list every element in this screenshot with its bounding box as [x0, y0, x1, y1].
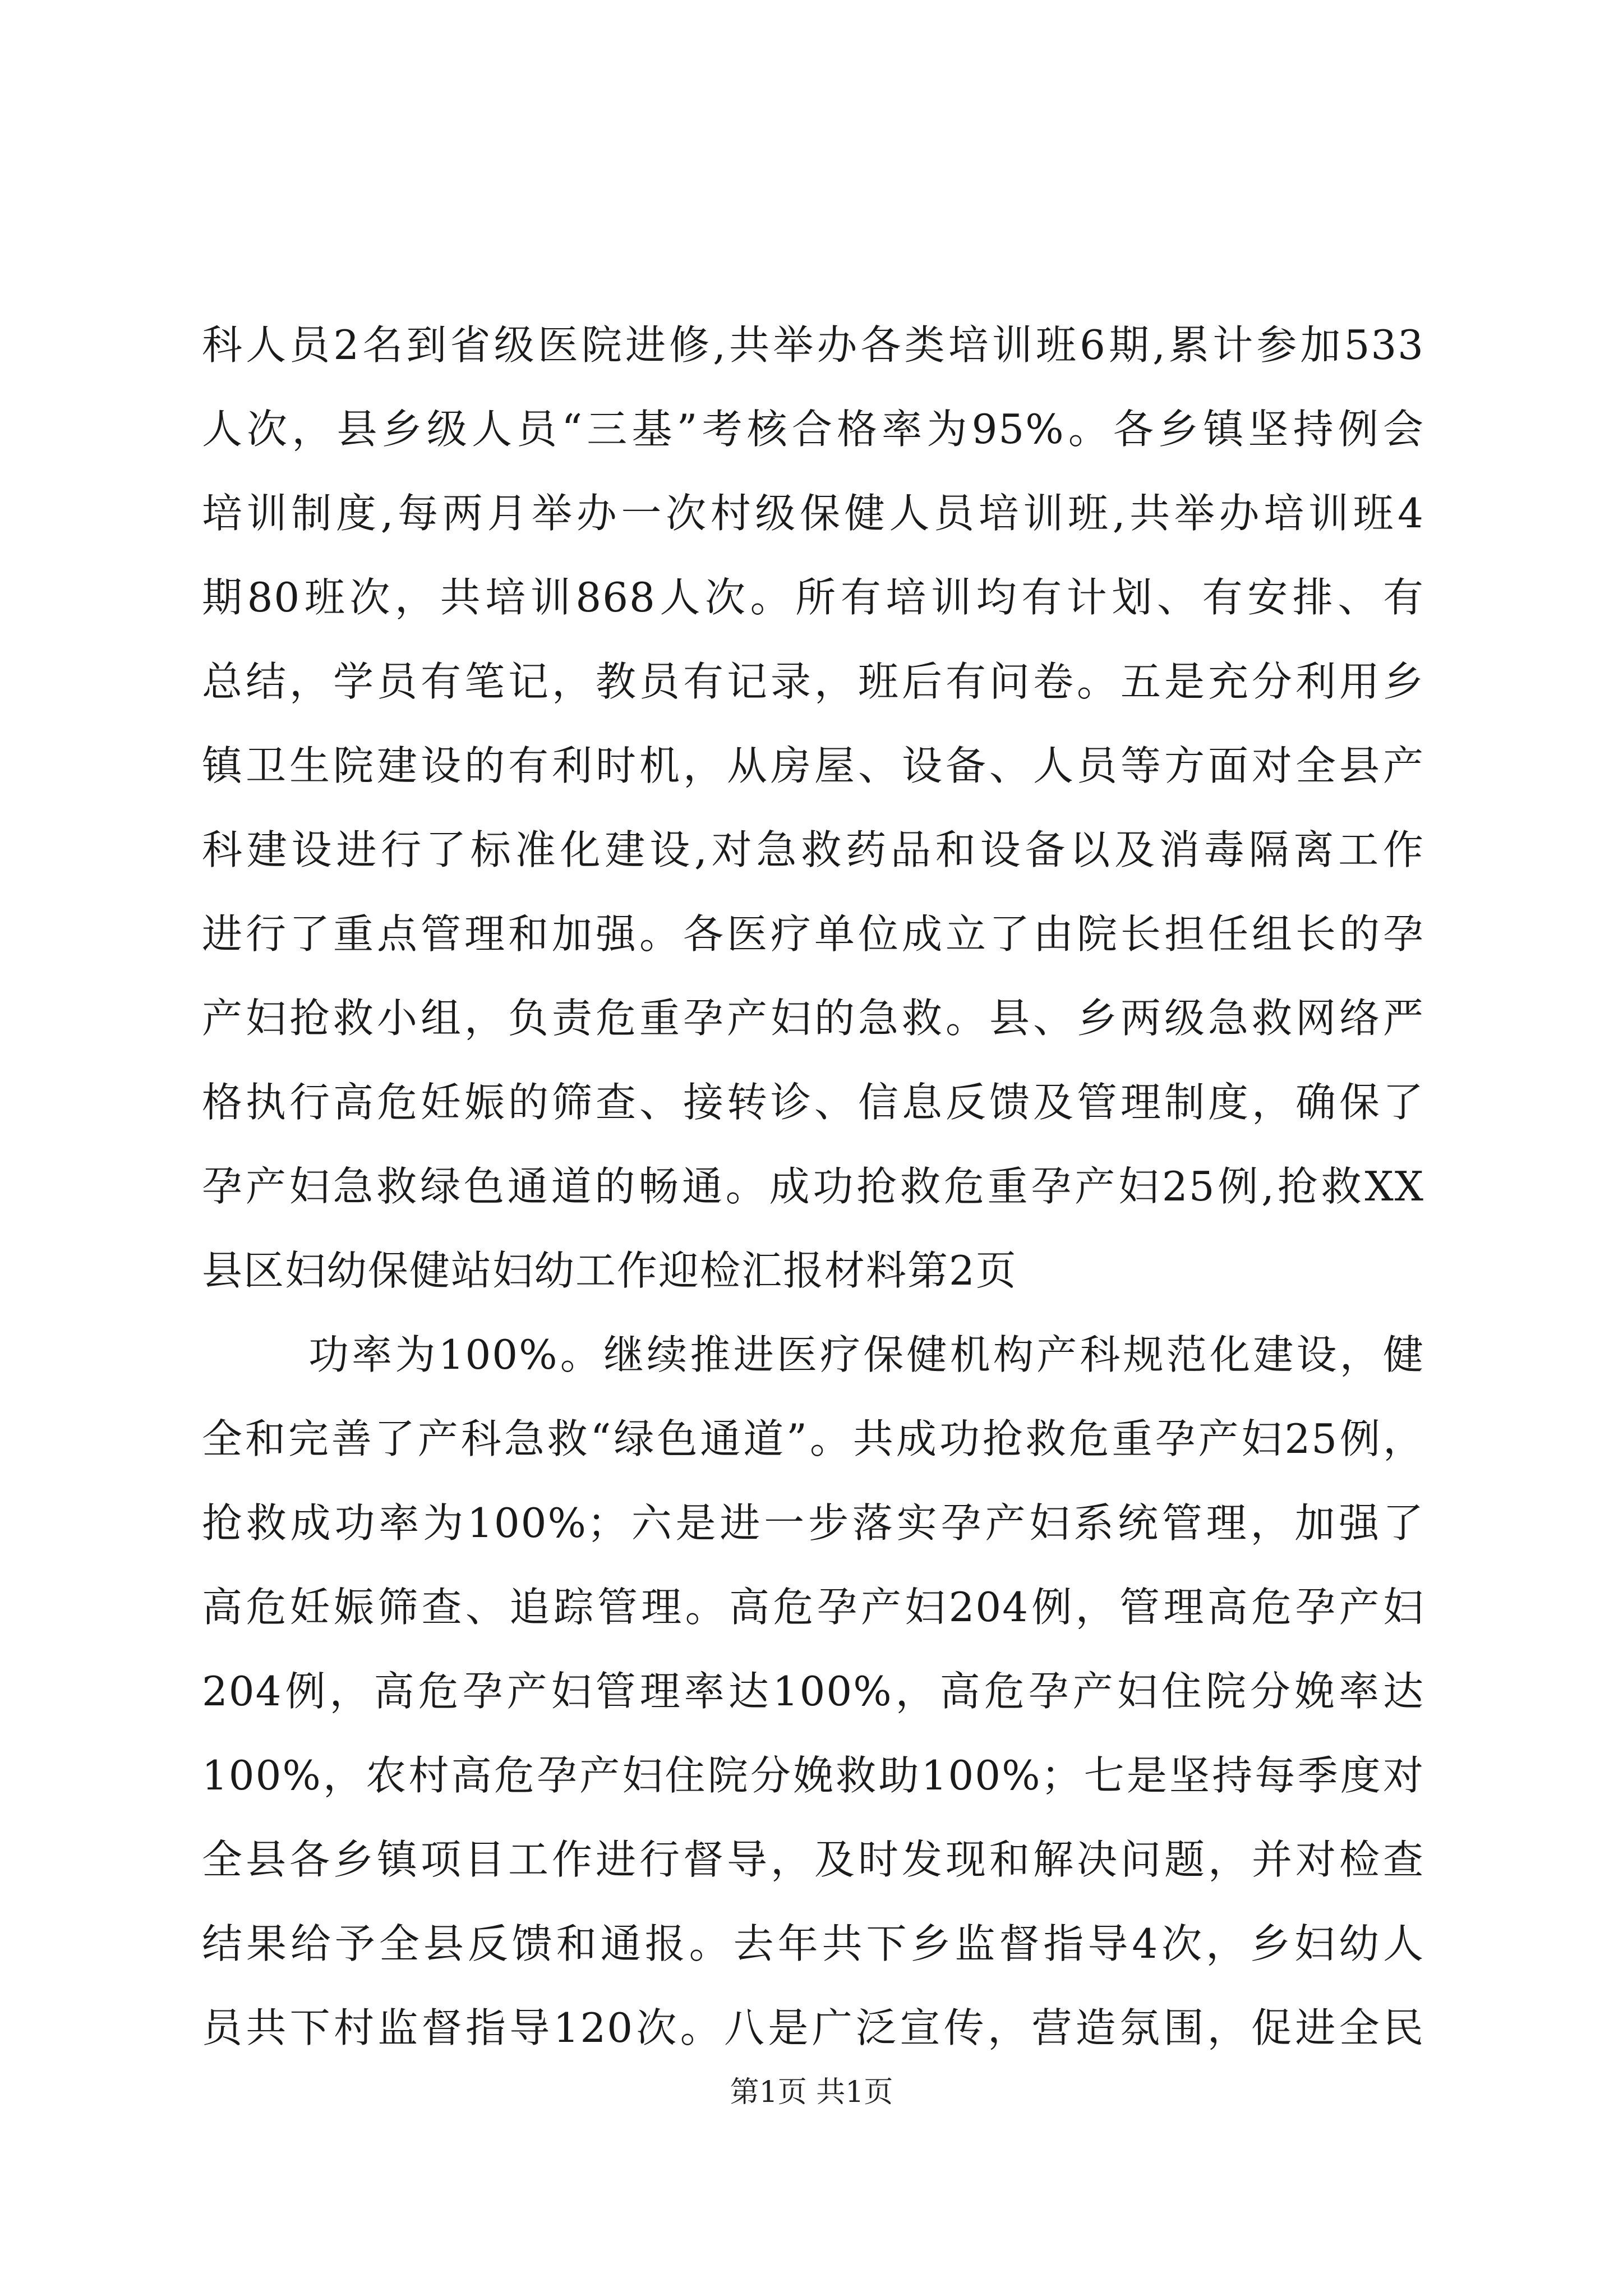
paragraph-line: 格执行高危妊娠的筛查、接转诊、信息反馈及管理制度，确保了	[202, 1079, 1424, 1126]
paragraph-line: 孕产妇急救绿色通道的畅通。成功抢救危重孕产妇25例,抢救XX	[202, 1163, 1424, 1210]
paragraph-line: 全县各乡镇项目工作进行督导，及时发现和解决问题，并对检查	[202, 1836, 1424, 1883]
paragraph-line: 科人员2名到省级医院进修,共举办各类培训班6期,累计参加533	[202, 321, 1424, 369]
paragraph-line: 100%，农村高危孕产妇住院分娩救助100%；七是坚持每季度对	[202, 1752, 1424, 1799]
paragraph-line: 进行了重点管理和加强。各医疗单位成立了由院长担任组长的孕	[202, 910, 1424, 958]
paragraph-line: 产妇抢救小组，负责危重孕产妇的急救。县、乡两级急救网络严	[202, 995, 1424, 1042]
paragraph-line: 县区妇幼保健站妇幼工作迎检汇报材料第2页	[202, 1247, 1017, 1294]
document-body	[202, 303, 1424, 2070]
paragraph-line: 培训制度,每两月举办一次村级保健人员培训班,共举办培训班4	[202, 490, 1424, 537]
paragraph-line: 204例，高危孕产妇管理率达100%，高危孕产妇住院分娩率达	[202, 1668, 1424, 1715]
paragraph-line: 人次，县乡级人员“三基”考核合格率为95%。各乡镇坚持例会	[202, 406, 1424, 453]
page-footer	[0, 2070, 1623, 2115]
paragraph-line: 总结，学员有笔记，教员有记录，班后有问卷。五是充分利用乡	[202, 658, 1424, 705]
paragraph-line: 全和完善了产科急救“绿色通道”。共成功抢救危重孕产妇25例，	[202, 1415, 1424, 1462]
paragraph-line: 抢救成功率为100%；六是进一步落实孕产妇系统管理，加强了	[202, 1499, 1424, 1547]
paragraph-line: 期80班次，共培训868人次。所有培训均有计划、有安排、有	[202, 574, 1424, 621]
paragraph-line: 员共下村监督指导120次。八是广泛宣传，营造氛围，促进全民	[202, 2004, 1424, 2051]
paragraph-line: 科建设进行了标准化建设,对急救药品和设备以及消毒隔离工作	[202, 826, 1424, 873]
paragraph-line: 功率为100%。继续推进医疗保健机构产科规范化建设，健	[308, 1331, 1424, 1378]
paragraph-line: 结果给予全县反馈和通报。去年共下乡监督指导4次，乡妇幼人	[202, 1920, 1424, 1967]
paragraph-line: 高危妊娠筛查、追踪管理。高危孕产妇204例，管理高危孕产妇	[202, 1584, 1424, 1631]
page-number-indicator: 第1页 共1页	[730, 2076, 893, 2109]
paragraph-line: 镇卫生院建设的有利时机，从房屋、设备、人员等方面对全县产	[202, 742, 1424, 789]
